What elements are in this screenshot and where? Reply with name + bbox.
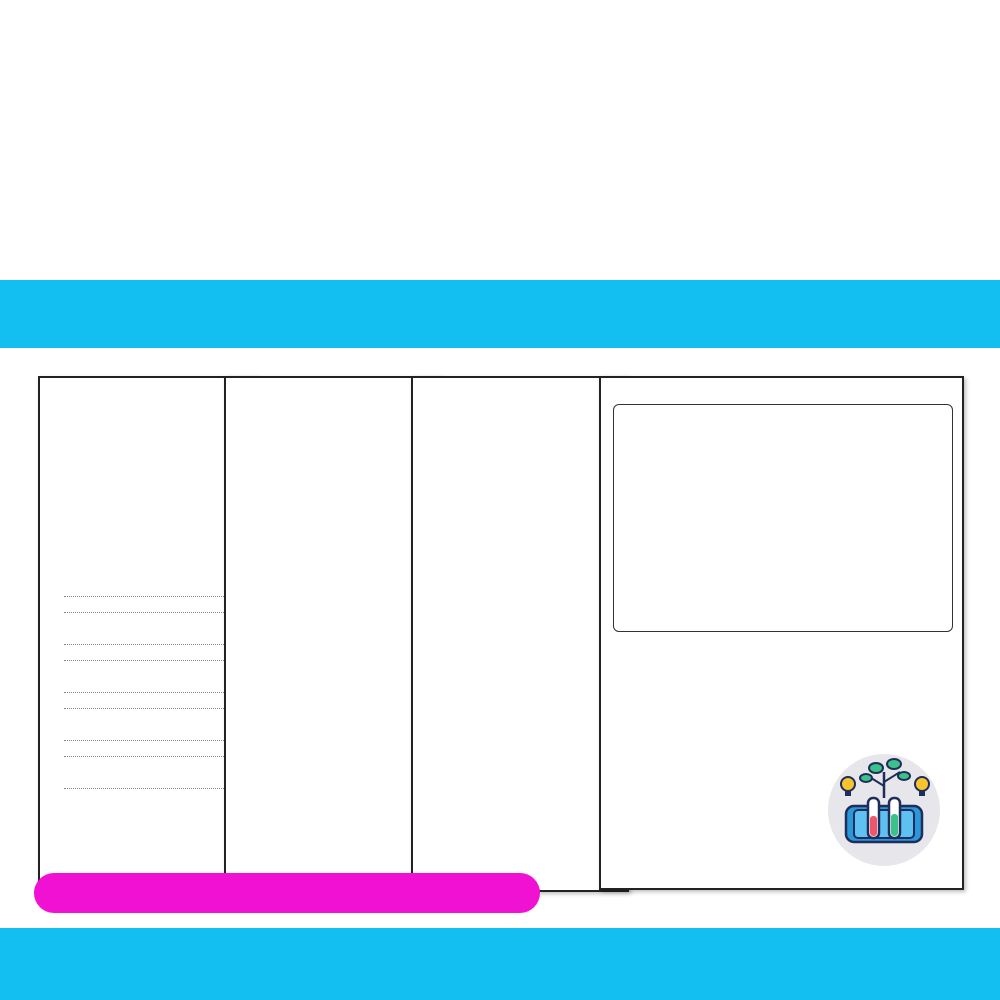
worksheet-page-2 xyxy=(224,376,442,892)
footer-banner xyxy=(0,928,1000,1000)
check-preview-button[interactable] xyxy=(34,873,540,913)
subtitle-banner xyxy=(0,280,1000,348)
worksheet-page-3 xyxy=(411,376,629,892)
reading-passage xyxy=(613,404,953,632)
science-plant-icon xyxy=(828,754,940,866)
